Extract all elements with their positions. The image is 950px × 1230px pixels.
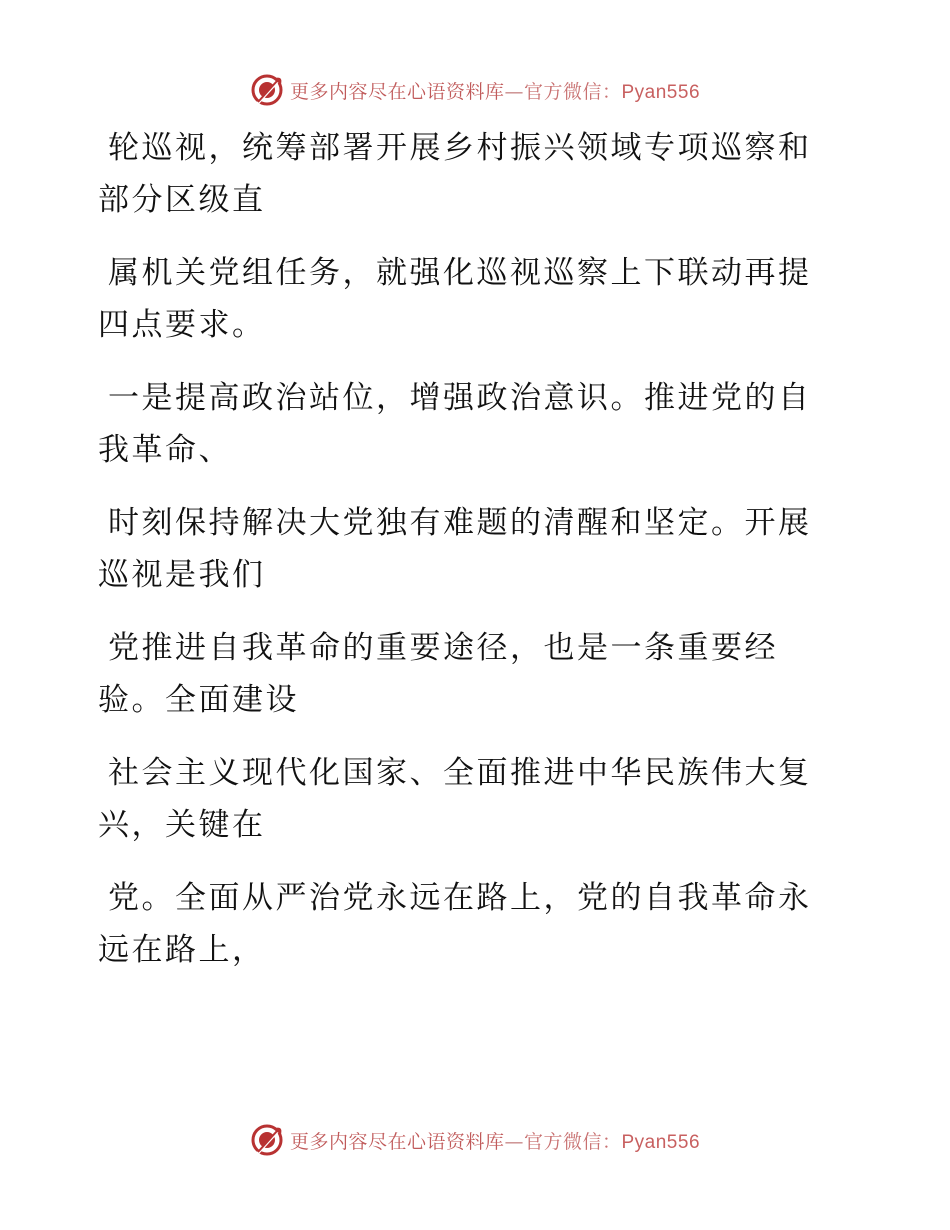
paragraph-line: 我革命、 bbox=[98, 432, 232, 468]
quill-pen-logo-icon bbox=[250, 73, 284, 107]
paragraph-line: 社会主义现代化国家、全面推进中华民族伟大复 bbox=[108, 755, 812, 791]
paragraph-line: 一是提高政治站位，增强政治意识。推进党的自 bbox=[108, 380, 812, 416]
paragraph-line: 属机关党组任务，就强化巡视巡察上下联动再提 bbox=[108, 255, 812, 291]
paragraph-2 bbox=[98, 247, 838, 351]
paragraph-line: 验。全面建设 bbox=[98, 682, 299, 718]
paragraph-line: 轮巡视，统筹部署开展乡村振兴领域专项巡察和 bbox=[108, 130, 812, 166]
paragraph-line: 时刻保持解决大党独有难题的清醒和坚定。开展 bbox=[108, 505, 812, 541]
paragraph-1 bbox=[98, 122, 838, 226]
footer-dash: — bbox=[504, 1130, 524, 1153]
paragraph-line: 党推进自我革命的重要途径，也是一条重要经 bbox=[108, 630, 778, 666]
paragraph-7 bbox=[98, 872, 838, 976]
footer-wechat-id: Pyan556 bbox=[621, 1131, 701, 1153]
paragraph-3 bbox=[98, 372, 838, 476]
document-body bbox=[98, 122, 838, 997]
header-site-name: 更多内容尽在心语资料库 bbox=[289, 80, 505, 103]
quill-pen-logo-icon bbox=[250, 1123, 284, 1157]
footer-banner bbox=[0, 1120, 950, 1160]
paragraph-line: 巡视是我们 bbox=[98, 557, 266, 593]
paragraph-4 bbox=[98, 497, 838, 601]
paragraph-line: 党。全面从严治党永远在路上，党的自我革命永 bbox=[108, 880, 812, 916]
footer-site-name: 更多内容尽在心语资料库 bbox=[289, 1130, 505, 1153]
paragraph-line: 远在路上， bbox=[98, 932, 266, 968]
footer-wechat-label: 官方微信： bbox=[523, 1130, 622, 1153]
header-banner bbox=[0, 70, 950, 110]
paragraph-5 bbox=[98, 622, 838, 726]
paragraph-line: 部分区级直 bbox=[98, 182, 266, 218]
header-wechat-id: Pyan556 bbox=[621, 81, 701, 103]
paragraph-line: 兴，关键在 bbox=[98, 807, 266, 843]
paragraph-6 bbox=[98, 747, 838, 851]
header-wechat-label: 官方微信： bbox=[523, 80, 622, 103]
paragraph-line: 四点要求。 bbox=[98, 307, 266, 343]
header-dash: — bbox=[504, 80, 524, 103]
